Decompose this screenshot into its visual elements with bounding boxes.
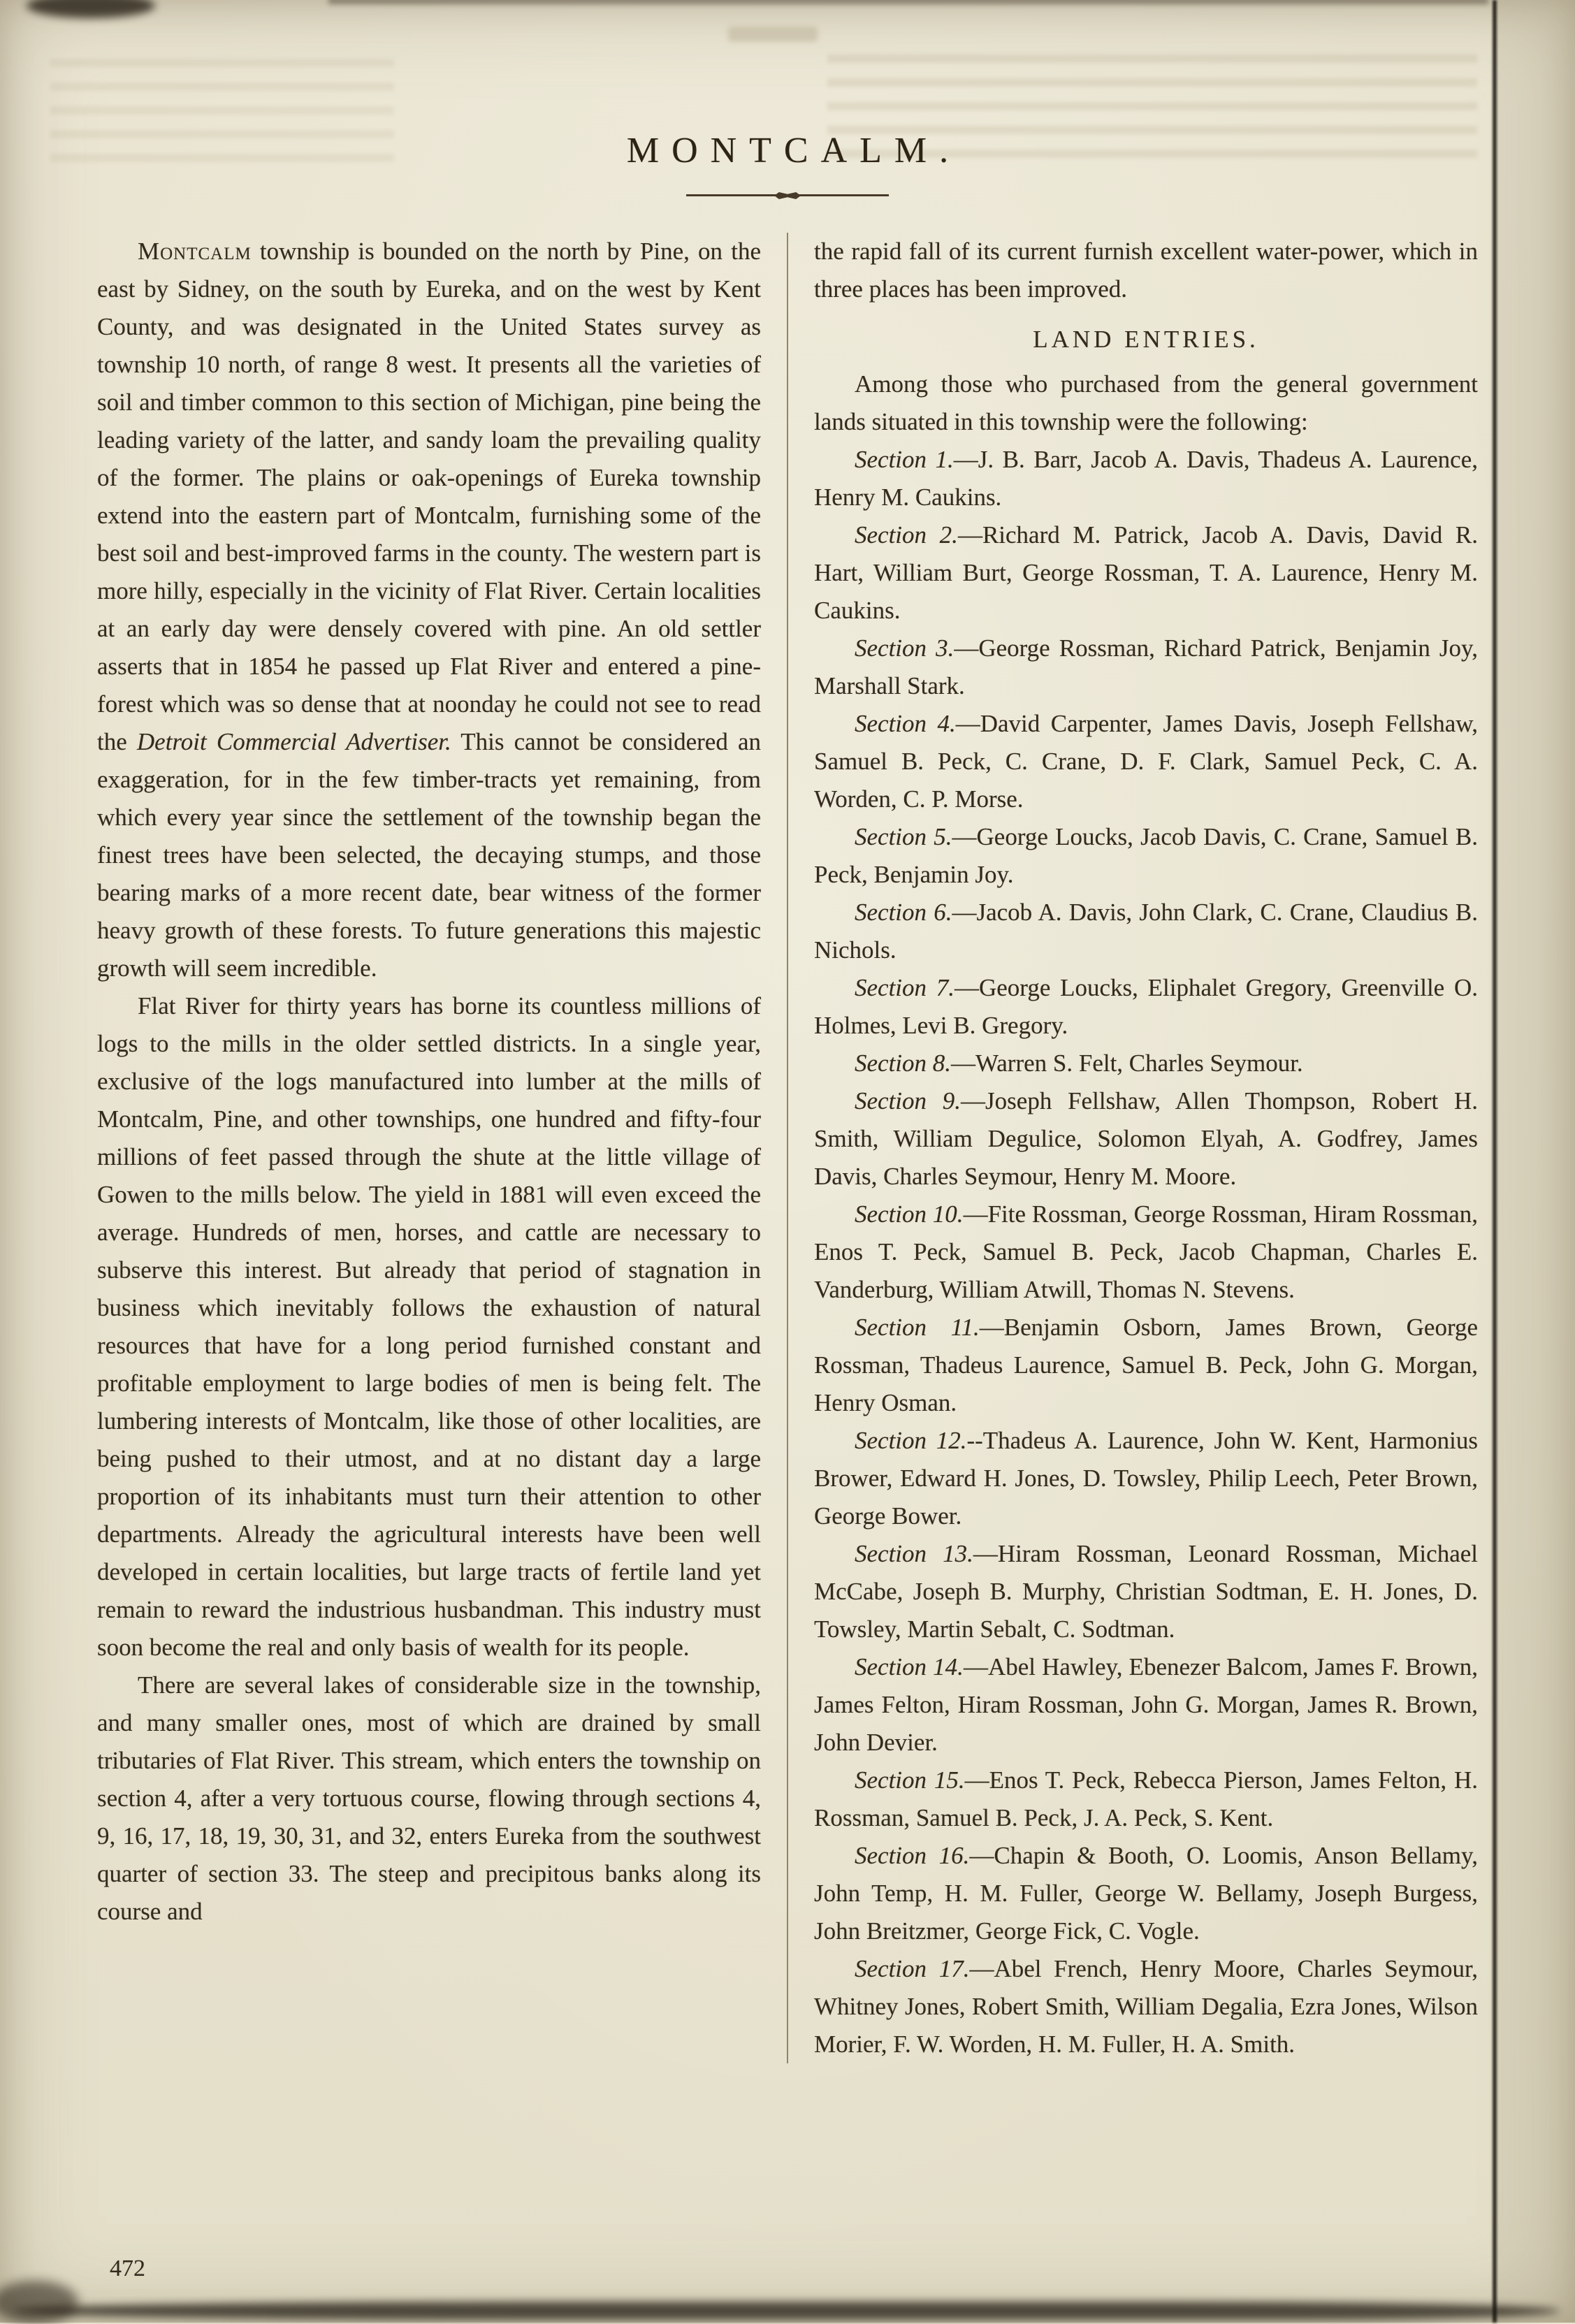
section-names: —Benjamin Osborn, James Brown, George Rossman, Thadeus Laurence, Samuel B. Peck, John G. Morgan, Henry Osman. bbox=[814, 1314, 1478, 1416]
section-entry bbox=[814, 441, 1478, 516]
section-names: --Thadeus A. Laurence, John W. Kent, Harmonius Brower, Edward H. Jones, D. Towsley, Philip Leech, Peter Brown, George Bower. bbox=[814, 1427, 1478, 1530]
land-entries-heading: LAND ENTRIES. bbox=[1033, 326, 1259, 353]
bleedthrough-running-head bbox=[728, 27, 818, 42]
section-entry bbox=[814, 1045, 1478, 1082]
section-label: Section 16. bbox=[855, 1842, 970, 1869]
section-entry bbox=[814, 1082, 1478, 1196]
page-number: 472 bbox=[110, 2256, 145, 2281]
section-names: —George Rossman, Richard Patrick, Benjamin Joy, Marshall Stark. bbox=[814, 634, 1478, 699]
section-names: —George Loucks, Eliphalet Gregory, Greenville O. Holmes, Levi B. Gregory. bbox=[814, 974, 1478, 1039]
section-names: —Abel Hawley, Ebenezer Balcom, James F. Brown, James Felton, Hiram Rossman, John G. Morgan, James R. Brown, John Devier. bbox=[814, 1653, 1478, 1756]
section-entry bbox=[814, 1535, 1478, 1648]
section-label: Section 11. bbox=[855, 1314, 980, 1341]
section-label: Section 12. bbox=[855, 1427, 967, 1454]
newspaper-name-italic: Detroit Commercial Advertiser. bbox=[136, 728, 451, 755]
section-entry bbox=[814, 1648, 1478, 1762]
section-label: Section 10. bbox=[855, 1200, 964, 1228]
section-label: Section 17. bbox=[855, 1955, 970, 1982]
para-lakes-streams: There are several lakes of considerable size in the township, and many smaller ones, most of which are drained by small tributaries of Flat River. This stream, which enters the township on section 4, after a very tortuous course, flowing through sections 4, 9, 16, 17, 18, 19, 30, 31, and 32, enters Eureka from the southwest quarter of section 33. The steep and precipitous banks along its course and bbox=[97, 1671, 761, 1925]
page-content bbox=[97, 130, 1478, 2063]
section-label: Section 15. bbox=[855, 1766, 965, 1794]
section-names: —Hiram Rossman, Leonard Rossman, Michael McCabe, Joseph B. Murphy, Christian Sodtman, E. H. Jones, D. Towsley, Martin Sebalt, C. Sodtman. bbox=[814, 1540, 1478, 1643]
section-entry bbox=[814, 1196, 1478, 1309]
section-entry bbox=[814, 705, 1478, 818]
text-columns bbox=[97, 233, 1478, 2063]
section-names: —Chapin & Booth, O. Loomis, Anson Bellamy, John Temp, H. M. Fuller, George W. Bellamy, Joseph Burgess, John Breitzmer, George Fick, C. Vogle. bbox=[814, 1842, 1478, 1945]
page-title: MONTCALM. bbox=[626, 131, 961, 170]
section-names: —Enos T. Peck, Rebecca Pierson, James Felton, H. Rossman, Samuel B. Peck, J. A. Peck, S. Kent. bbox=[814, 1766, 1478, 1831]
section-entry bbox=[814, 516, 1478, 630]
section-names: —Joseph Fellshaw, Allen Thompson, Robert H. Smith, William Degulice, Solomon Elyah, A. Godfrey, James Davis, Charles Seymour, Henry M. Moore. bbox=[814, 1087, 1478, 1190]
section-entry bbox=[814, 1950, 1478, 2063]
column-divider-rule bbox=[787, 233, 788, 2063]
section-entry bbox=[814, 969, 1478, 1045]
section-names: —Warren S. Felt, Charles Seymour. bbox=[951, 1050, 1303, 1077]
section-entry bbox=[814, 1422, 1478, 1535]
section-label: Section 2. bbox=[855, 521, 958, 549]
scan-edge-top bbox=[328, 0, 1488, 4]
section-label: Section 7. bbox=[855, 974, 955, 1001]
divider-ornament-icon bbox=[774, 192, 801, 199]
left-column bbox=[97, 233, 761, 2063]
scan-margin-right bbox=[1497, 0, 1575, 2323]
section-names: —Abel French, Henry Moore, Charles Seymour, Whitney Jones, Robert Smith, William Degalia, Ezra Jones, Wilson Morier, F. W. Worden, H. M. Fuller, H. A. Smith. bbox=[814, 1955, 1478, 2058]
para1-text: township is bounded on the north by Pine, on the east by Sidney, on the south by Eureka, and on the west by Kent County, and was designated in the United States survey as township 10 north, of range 8 west. It presents all the varieties of soil and timber common to this section of Michigan, pine being the leading variety of the latter, and sandy loam the prevailing quality of the former. The plains or oak-openings of Eureka township extend into the eastern part of Montcalm, furnishing some of the best soil and best-improved farms in the county. The western part is more hilly, especially in the vicinity of Flat River. Certain localities at an early day were densely covered with pine. An old settler asserts that in 1854 he passed up Flat River and entered a pine-forest which was so dense that at noonday he could not see to read the bbox=[97, 238, 761, 755]
section-names: —Richard M. Patrick, Jacob A. Davis, David R. Hart, William Burt, George Rossman, T. A. Laurence, Henry M. Caukins. bbox=[814, 521, 1478, 624]
para-township-boundaries bbox=[97, 233, 761, 987]
scan-edge-right-line bbox=[1493, 0, 1497, 2323]
section-label: Section 14. bbox=[855, 1653, 964, 1680]
section-names: —Jacob A. Davis, John Clark, C. Crane, Claudius B. Nichols. bbox=[814, 899, 1478, 964]
title-divider bbox=[686, 189, 889, 201]
para-flat-river-lumber: Flat River for thirty years has borne its countless millions of logs to the mills in the older settled districts. In a single year, exclusive of the logs manufactured into lumber at the mills of Montcalm, Pine, and other townships, one hundred and fifty-four millions of feet passed through the shute at the little village of Gowen to the mills below. The yield in 1881 will even exceed the average. Hundreds of men, horses, and cattle are necessary to subserve this interest. But already that period of stagnation in business which inevitably follows the exhaustion of natural resources that have for a long period furnished constant and profitable employment to large bodies of men is being felt. The lumbering interests of Montcalm, like those of other localities, are being pushed to their utmost, and at no distant day a large proportion of its inhabitants must turn their attention to other departments. Already the agricultural interests have been well developed in certain localities, but large tracts of fertile land yet remain to reward the industrious husbandman. This industry must soon become the real and only basis of wealth for its people. bbox=[97, 992, 761, 1661]
section-label: Section 5. bbox=[855, 823, 952, 850]
section-names: —George Loucks, Jacob Davis, C. Crane, Samuel B. Peck, Benjamin Joy. bbox=[814, 823, 1478, 888]
section-label: Section 13. bbox=[855, 1540, 973, 1567]
para1-text-continued: This cannot be considered an exaggeration, for in the few timber-tracts yet remaining, from which every year since the settlement of the township began the finest trees have been selected, the decaying stumps, and those bearing marks of a more recent date, bear witness of the former heavy growth of these forests. To future generations this majestic growth will seem incredible. bbox=[97, 728, 762, 982]
scan-edge-top-left bbox=[27, 0, 155, 18]
section-names: —David Carpenter, James Davis, Joseph Fellshaw, Samuel B. Peck, C. Crane, D. F. Clark, Samuel Peck, C. A. Worden, C. P. Morse. bbox=[814, 710, 1478, 813]
land-entries-intro: Among those who purchased from the general government lands situated in this township were the following: bbox=[814, 370, 1478, 435]
section-entry bbox=[814, 1837, 1478, 1950]
section-label: Section 4. bbox=[855, 710, 956, 737]
scan-edge-bottom bbox=[13, 2302, 1560, 2320]
section-names: —J. B. Barr, Jacob A. Davis, Thadeus A. Laurence, Henry M. Caukins. bbox=[814, 446, 1478, 511]
scan-edge-bottom-left bbox=[0, 2281, 78, 2324]
lead-word: Montcalm bbox=[138, 238, 252, 265]
section-label: Section 8. bbox=[855, 1050, 952, 1077]
section-label: Section 1. bbox=[855, 446, 954, 473]
section-entry bbox=[814, 818, 1478, 894]
section-entry bbox=[814, 1309, 1478, 1422]
section-entry bbox=[814, 630, 1478, 705]
section-label: Section 3. bbox=[855, 634, 955, 662]
para-waterpower-continuation: the rapid fall of its current furnish excellent water-power, which in three places has been improved. bbox=[814, 238, 1478, 303]
section-label: Section 9. bbox=[855, 1087, 961, 1114]
section-entry bbox=[814, 894, 1478, 969]
section-entry bbox=[814, 1762, 1478, 1837]
right-column bbox=[814, 233, 1478, 2063]
section-names: —Fite Rossman, George Rossman, Hiram Rossman, Enos T. Peck, Samuel B. Peck, Jacob Chapman, Charles E. Vanderburg, William Atwill, Thomas N. Stevens. bbox=[814, 1200, 1478, 1303]
section-label: Section 6. bbox=[855, 899, 952, 926]
